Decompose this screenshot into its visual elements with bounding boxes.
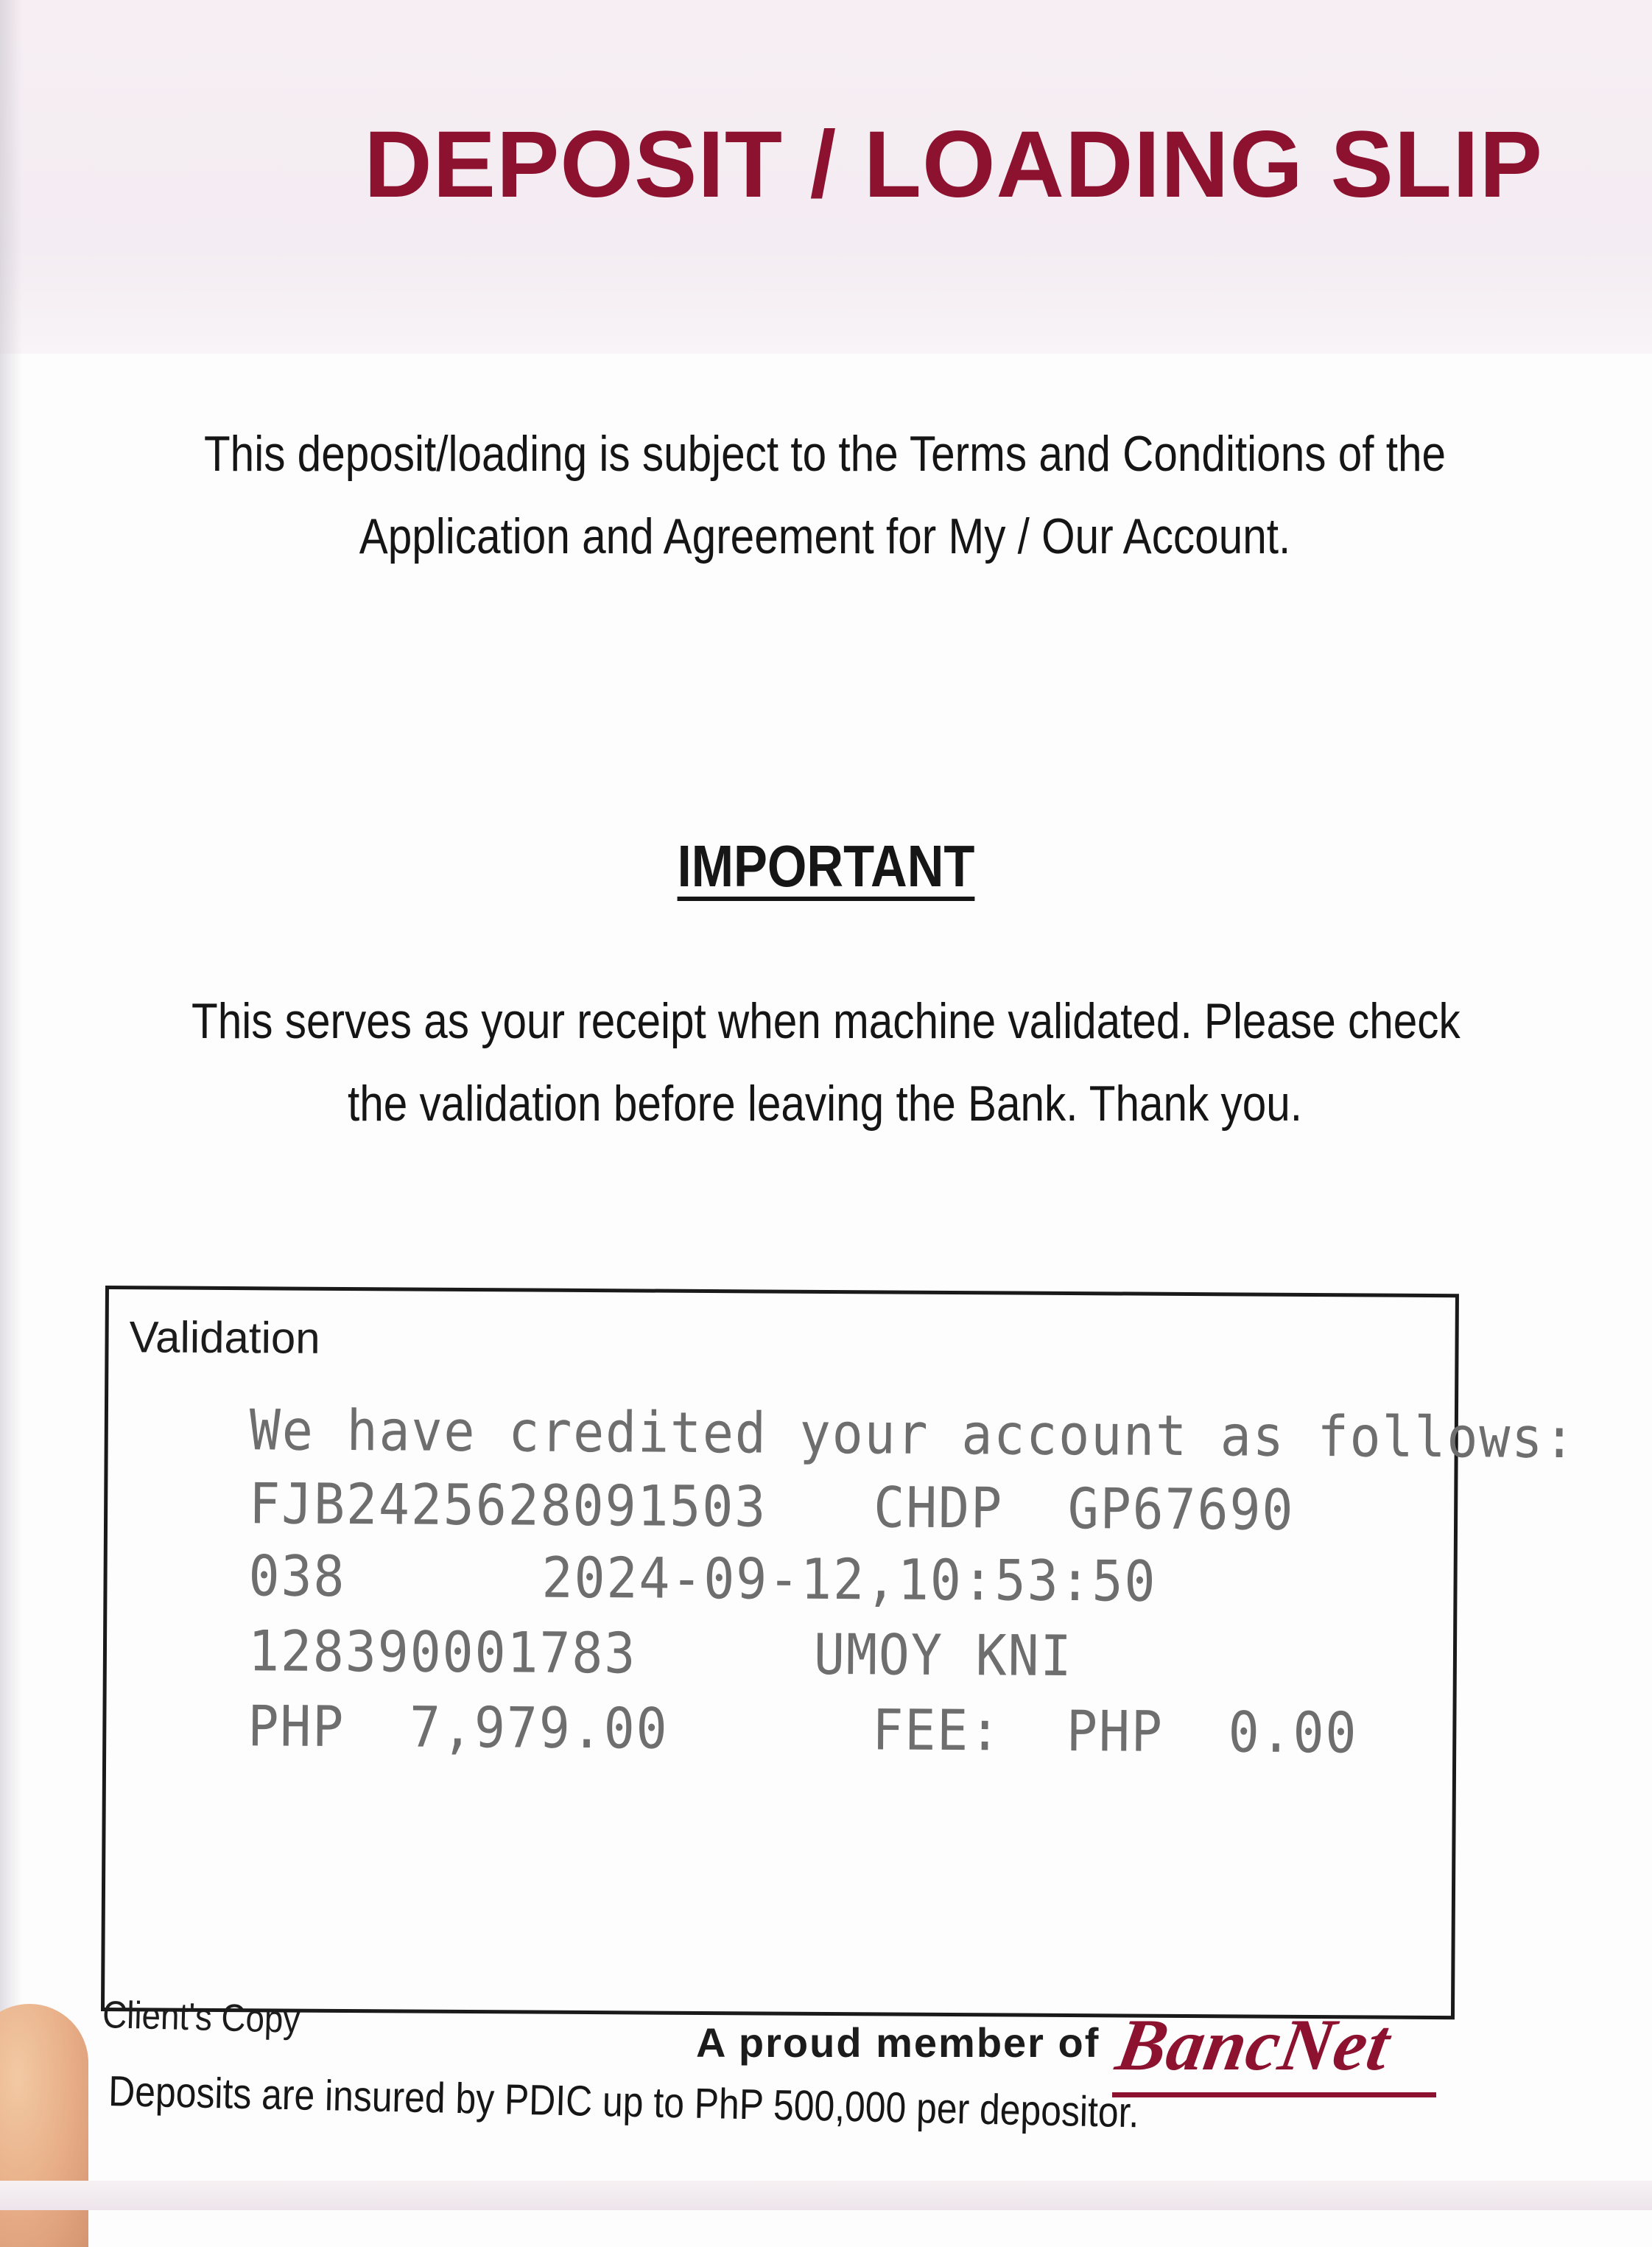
- receipt-line-2: the validation before leaving the Bank. Thank you.: [347, 1076, 1303, 1132]
- receipt-line-1: This serves as your receipt when machine validated. Please check: [191, 993, 1461, 1049]
- paper-bottom-edge: [0, 2181, 1652, 2210]
- validation-branch: 038: [248, 1543, 346, 1610]
- validation-amount: PHP 7,979.00: [247, 1693, 669, 1762]
- validation-message: We have credited your account as follows:: [249, 1397, 1577, 1471]
- important-heading: IMPORTANT: [677, 833, 975, 899]
- validation-box: [101, 1286, 1577, 2019]
- clients-copy-label: Client's Copy: [102, 1993, 301, 2041]
- page-edge-shadow: [0, 0, 22, 2210]
- validation-transaction-code: CHDP GP67690: [873, 1474, 1295, 1543]
- pdic-notice: Deposits are insured by PDIC up to PhP 500,000 per depositor.: [108, 2067, 1140, 2137]
- validation-reference: FJB2425628091503: [248, 1470, 767, 1540]
- finger-photo-artifact: [0, 2004, 88, 2247]
- validation-account-name: UMOY KNI: [813, 1621, 1073, 1689]
- receipt-notice: [191, 980, 1461, 1145]
- bancnet-logo-underline: [1112, 2092, 1436, 2097]
- validation-fee: FEE: PHP 0.00: [872, 1697, 1358, 1766]
- terms-line-1: This deposit/loading is subject to the Terms and Conditions of the: [203, 426, 1447, 482]
- terms-line-2: Application and Agreement for My / Our Account.: [359, 508, 1291, 564]
- terms-notice: [191, 413, 1458, 578]
- bancnet-logo: BancNet: [1111, 2004, 1396, 2086]
- validation-account-number: 128390001783: [247, 1618, 637, 1686]
- validation-datetime: 2024-09-12,10:53:50: [541, 1544, 1157, 1614]
- member-text: A proud member of: [696, 2019, 1100, 2066]
- slip-title: DEPOSIT / LOADING SLIP: [364, 112, 1543, 217]
- validation-label: Validation: [129, 1312, 320, 1363]
